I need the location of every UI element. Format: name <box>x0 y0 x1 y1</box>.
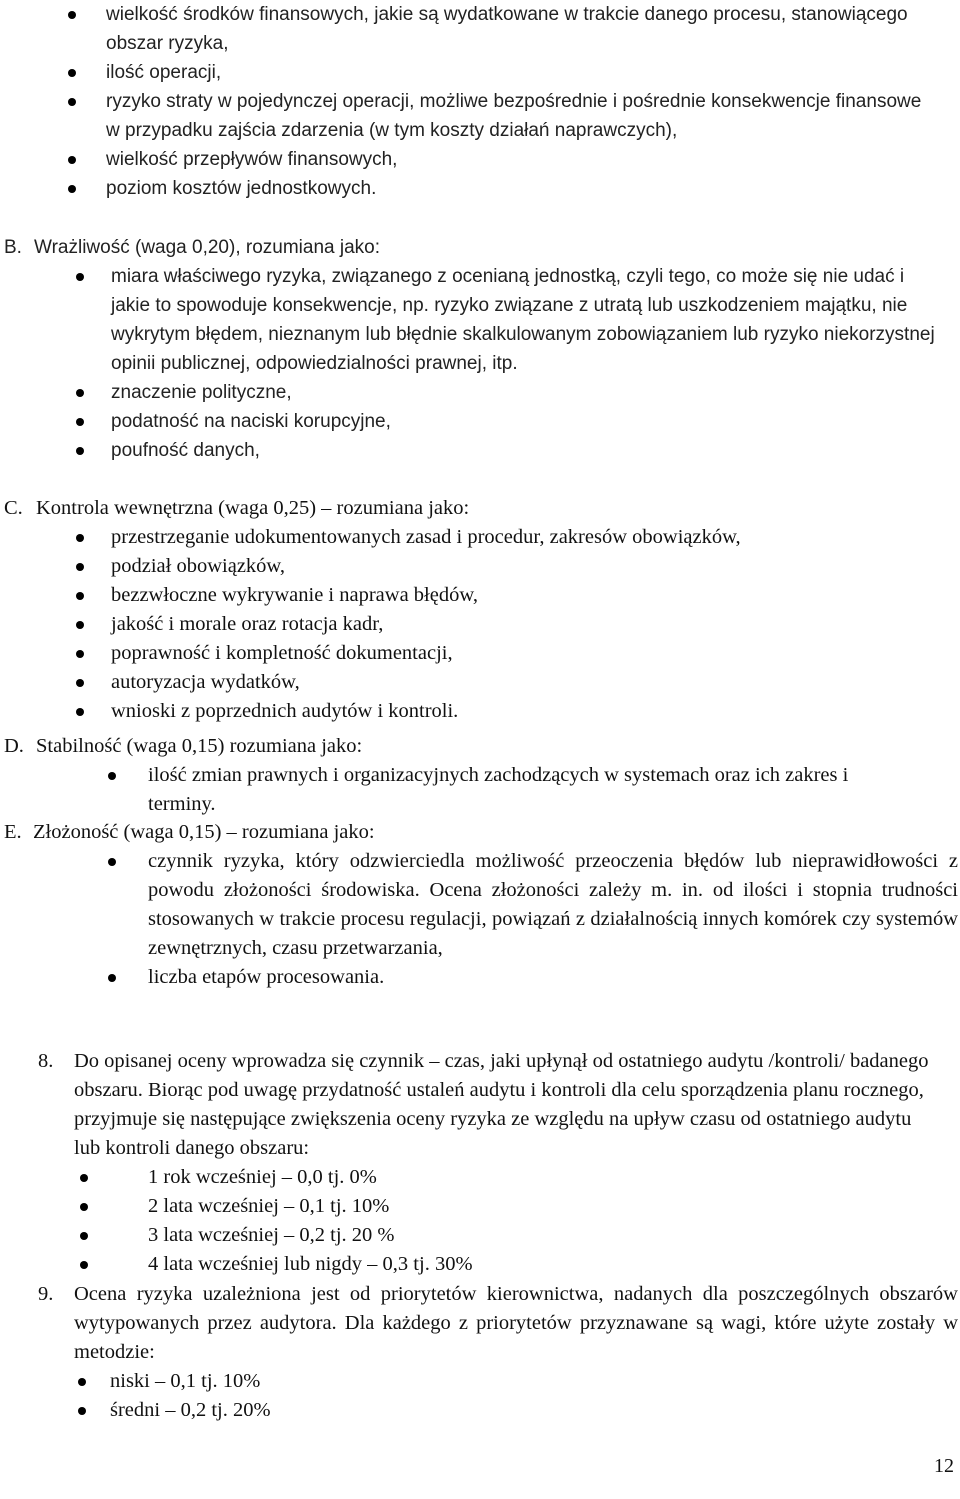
bullet-icon <box>76 621 84 629</box>
list-item: ilość zmian prawnych i organizacyjnych zachodzących w systemach oraz ich zakres i terminy. <box>108 761 878 819</box>
bullet-icon <box>76 418 84 426</box>
list-item: podział obowiązków, <box>76 552 944 581</box>
list-item: niski – 0,1 tj. 10% <box>78 1367 928 1396</box>
list-item: przestrzeganie udokumentowanych zasad i procedur, zakresów obowiązków, <box>76 523 944 552</box>
bullet-icon <box>108 858 116 866</box>
list-item: podatność na naciski korupcyjne, <box>76 407 944 436</box>
section-heading: E. Złożoność (waga 0,15) – rozumiana jako: <box>4 821 375 843</box>
section-b <box>4 233 944 465</box>
list-item: 1 rok wcześniej – 0,0 tj. 0% <box>80 1163 930 1192</box>
list-item: czynnik ryzyka, który odzwierciedla możliwość przeoczenia błędów lub nieprawidłowości z powodu złożoności środowiska. Ocena złożoności zależy m. in. od ilości i stopnia trudności stosowanych w trakcie procesu regulacji, powiązań z działalnością innych komórek czy systemów zewnętrznych, czasu przetwarzania, <box>108 847 958 963</box>
page-number: 12 <box>934 1455 954 1477</box>
list-item: wnioski z poprzednich audytów i kontroli. <box>76 697 944 726</box>
bullet-icon <box>80 1261 88 1269</box>
list-item: 3 lata wcześniej – 0,2 tj. 20 % <box>80 1221 930 1250</box>
bullet-icon <box>108 974 116 982</box>
list-item: bezzwłoczne wykrywanie i naprawa błędów, <box>76 581 944 610</box>
list-item: jakość i morale oraz rotacja kadr, <box>76 610 944 639</box>
bullet-icon <box>76 650 84 658</box>
numbered-paragraph: 9. Ocena ryzyka uzależniona jest od priorytetów kierownictwa, nadanych dla poszczególnych obszarów wytypowanych przez audytora. Dla każdego z priorytetów przyznawane są wagi, które użyte zostały w metodzie: <box>38 1283 958 1363</box>
section-heading: C. Kontrola wewnętrzna (waga 0,25) – rozumiana jako: <box>4 497 470 519</box>
bullet-icon <box>76 389 84 397</box>
list-item: wielkość przepływów finansowych, <box>68 145 938 174</box>
bullet-icon <box>68 98 76 106</box>
list-item: poziom kosztów jednostkowych. <box>68 174 938 203</box>
point-8 <box>38 1047 938 1279</box>
point-9 <box>38 1280 958 1425</box>
list-item: średni – 0,2 tj. 20% <box>78 1396 928 1425</box>
list-item: znaczenie polityczne, <box>76 378 944 407</box>
bullet-icon <box>68 185 76 193</box>
list-item: autoryzacja wydatków, <box>76 668 944 697</box>
bullet-icon <box>76 708 84 716</box>
list-item: miara właściwego ryzyka, związanego z ocenianą jednostką, czyli tego, co może się nie udać i jakie to spowoduje konsekwencje, np. ryzyko związane z utratą lub uszkodzeniem majątku, nie wykrytym błędem, nieznanym lub błędnie skalkulowanym zobowiązaniem lub ryzyko niekorzystnej opinii publicznej, odpowiedzialności prawnej, itp. <box>76 262 944 378</box>
bullet-icon <box>108 772 116 780</box>
bullet-icon <box>76 273 84 281</box>
bullet-icon <box>80 1232 88 1240</box>
top-list <box>68 0 938 203</box>
section-c <box>4 494 944 726</box>
list-item: liczba etapów procesowania. <box>108 963 958 992</box>
list-item: poufność danych, <box>76 436 944 465</box>
section-heading: B. Wrażliwość (waga 0,20), rozumiana jako: <box>4 237 381 258</box>
section-d <box>4 732 944 819</box>
bullet-icon <box>68 156 76 164</box>
list-item: poprawność i kompletność dokumentacji, <box>76 639 944 668</box>
bullet-icon <box>80 1203 88 1211</box>
bullet-icon <box>76 534 84 542</box>
bullet-icon <box>76 592 84 600</box>
numbered-paragraph: 8. Do opisanej oceny wprowadza się czynnik – czas, jaki upłynął od ostatniego audytu /kontroli/ badanego obszaru. Biorąc pod uwagę przydatność ustaleń audytu i kontroli dla celu sporządzenia planu rocznego, przyjmuje się następujące zwiększenia oceny ryzyka ze względu na upływ czasu od ostatniego audytu lub kontroli danego obszaru: <box>38 1050 929 1159</box>
bullet-icon <box>78 1407 86 1415</box>
bullet-icon <box>76 447 84 455</box>
section-heading: D. Stabilność (waga 0,15) rozumiana jako: <box>4 735 363 757</box>
bullet-icon <box>80 1174 88 1182</box>
list-item: 2 lata wcześniej – 0,1 tj. 10% <box>80 1192 930 1221</box>
section-e <box>4 818 960 992</box>
list-item: 4 lata wcześniej lub nigdy – 0,3 tj. 30% <box>80 1250 930 1279</box>
list-item: wielkość środków finansowych, jakie są wydatkowane w trakcie danego procesu, stanowiącego obszar ryzyka, <box>68 0 938 58</box>
bullet-icon <box>78 1378 86 1386</box>
bullet-icon <box>76 679 84 687</box>
bullet-icon <box>68 69 76 77</box>
bullet-icon <box>76 563 84 571</box>
list-item: ilość operacji, <box>68 58 938 87</box>
bullet-icon <box>68 11 76 19</box>
list-item: ryzyko straty w pojedynczej operacji, możliwe bezpośrednie i pośrednie konsekwencje finansowe w przypadku zajścia zdarzenia (w tym koszty działań naprawczych), <box>68 87 938 145</box>
